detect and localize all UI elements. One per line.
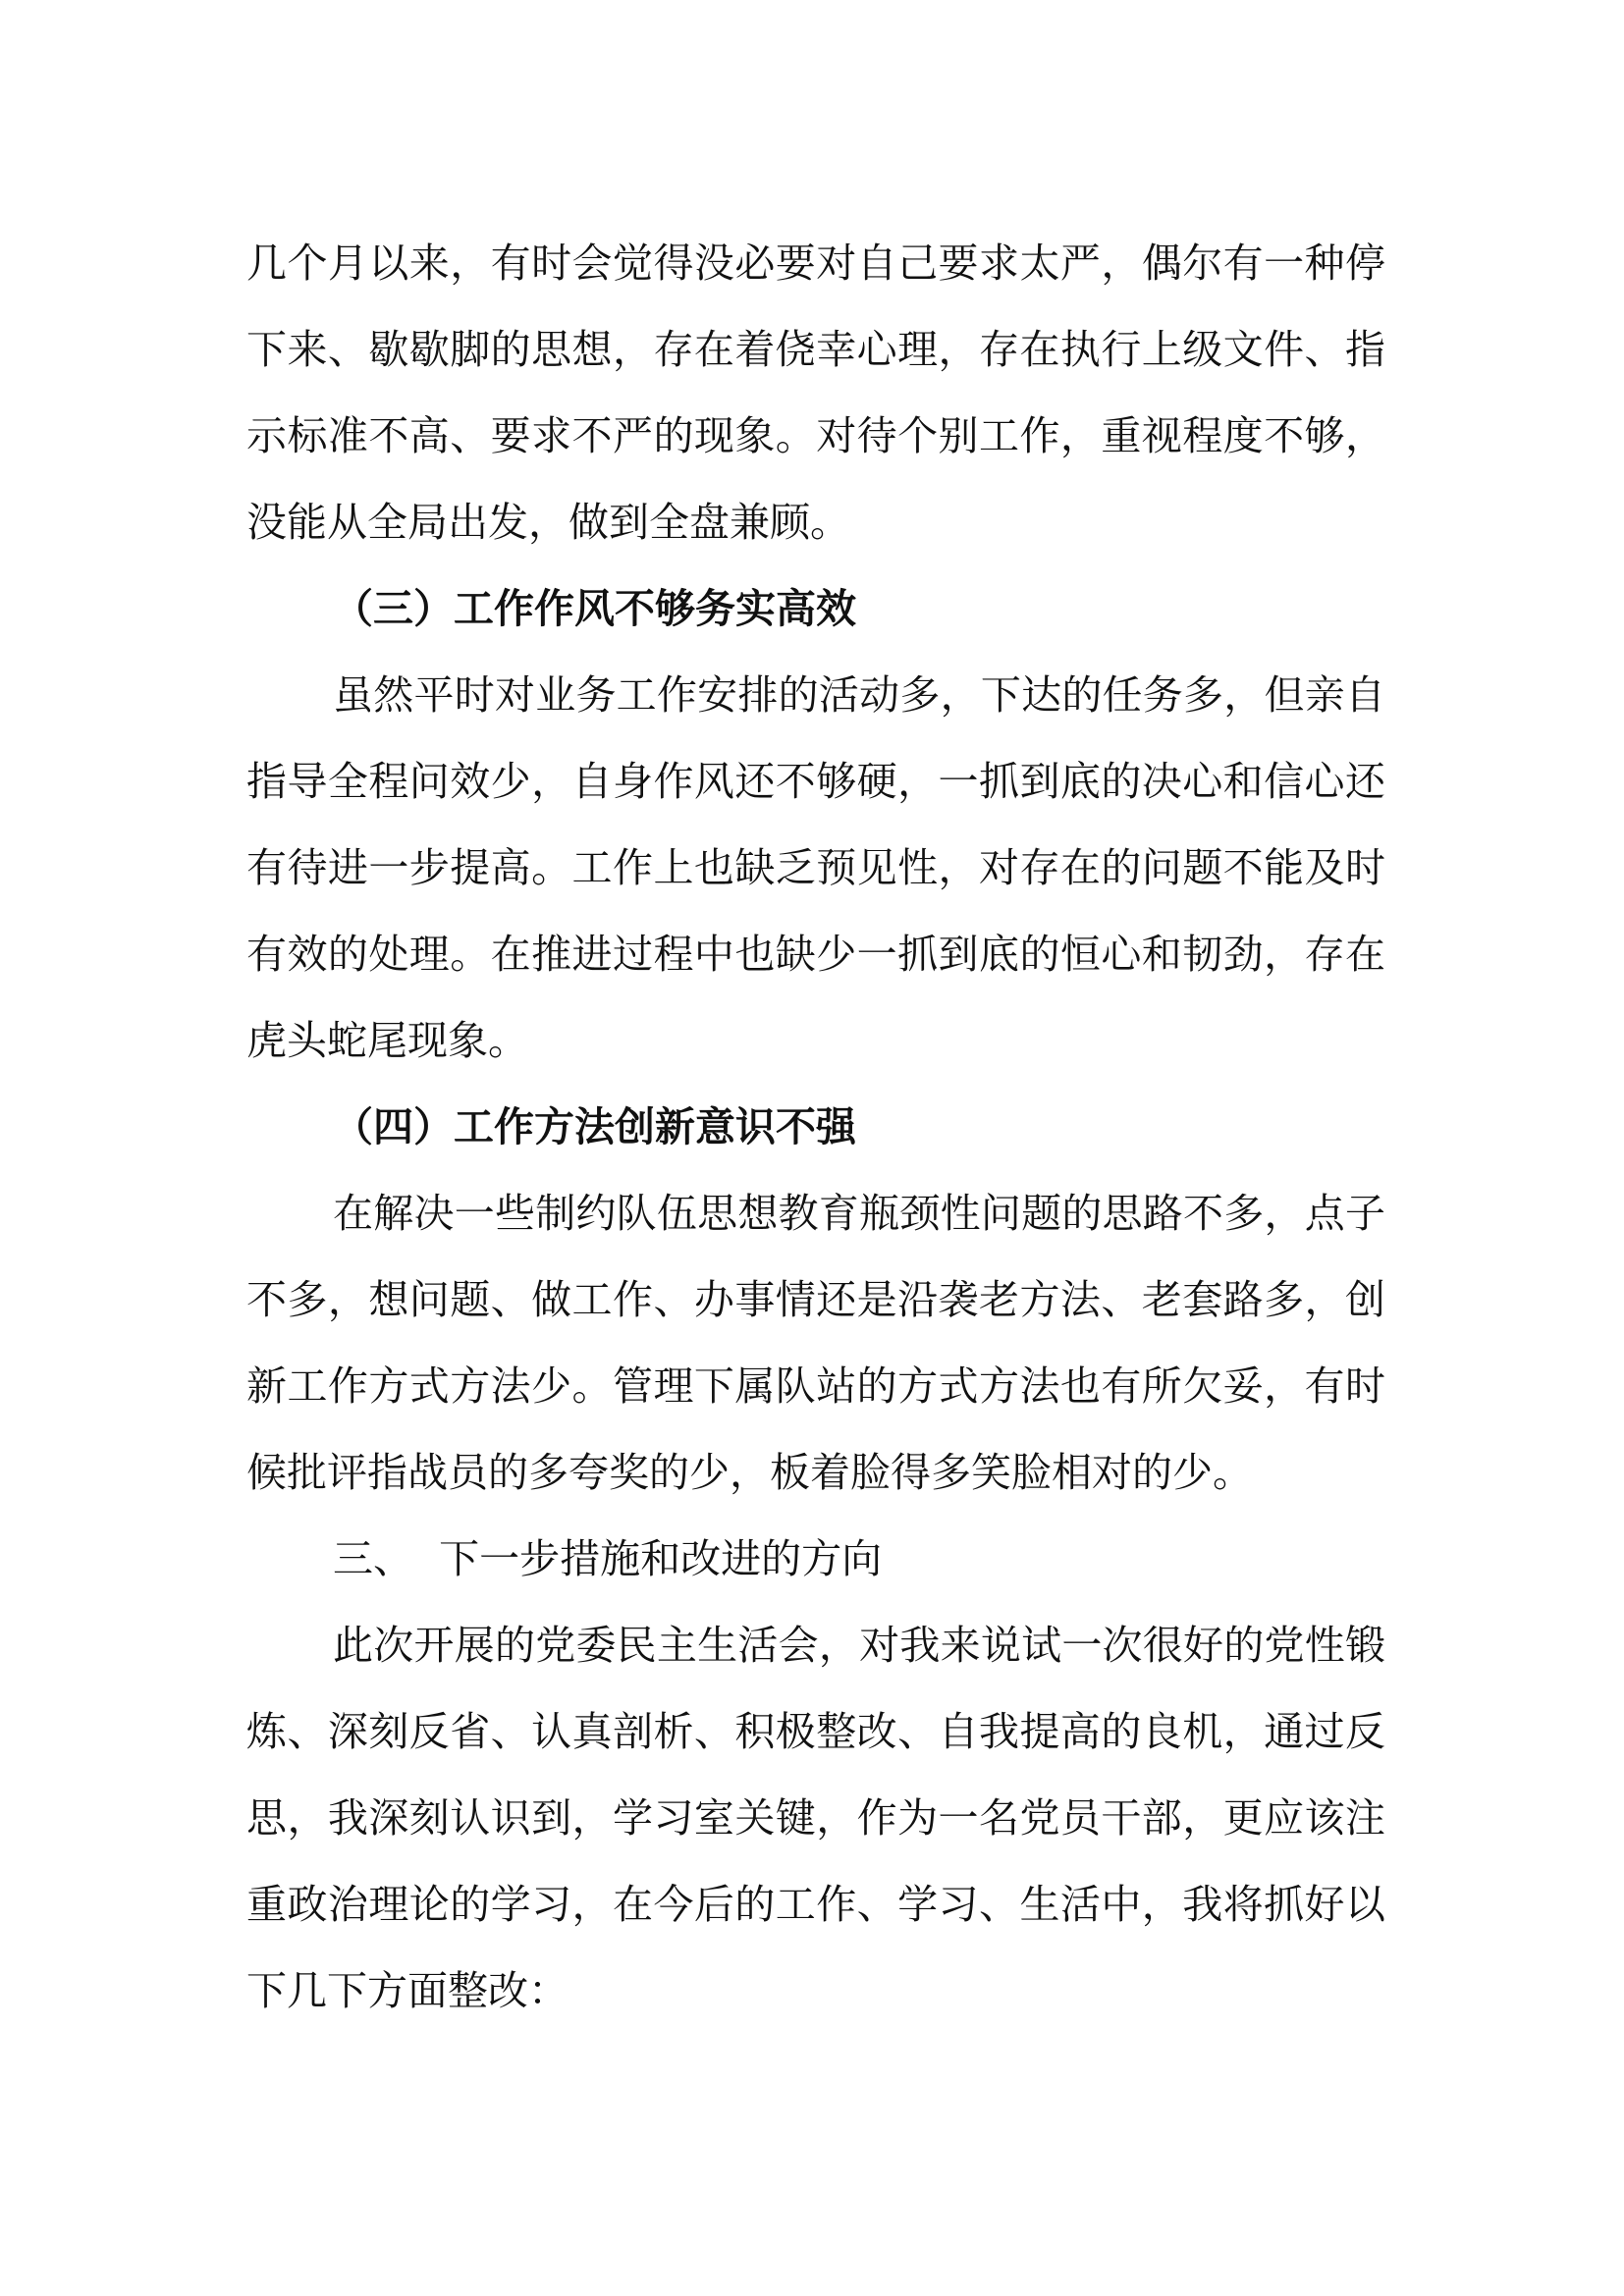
- paragraph-work-style: 虽然平时对业务工作安排的活动多，下达的任务多，但亲自指导全程问效少，自身作风还不够硬，一抓到底的决心和信心还有待进一步提高。工作上也缺乏预见性，对存在的问题不能及时有效的处理。在推进过程中也缺少一抓到底的恒心和韧劲，存在虎头蛇尾现象。: [246, 671, 1385, 1064]
- paragraph-continued: 几个月以来，有时会觉得没必要对自己要求太严，偶尔有一种停下来、歇歇脚的思想，存在着侥幸心理，存在执行上级文件、指示标准不高、要求不严的现象。对待个别工作，重视程度不够，没能从全局出发，做到全盘兼顾。: [246, 240, 1385, 546]
- document-body: [246, 220, 1385, 2034]
- paragraph-next-steps: 此次开展的党委民主生活会，对我来说试一次很好的党性锻炼、深刻反省、认真剖析、积极整改、自我提高的良机，通过反思，我深刻认识到，学习室关键，作为一名党员干部，更应该注重政治理论的学习，在今后的工作、学习、生活中，我将抓好以下几下方面整改：: [246, 1622, 1385, 2014]
- paragraph-work-method: 在解决一些制约队伍思想教育瓶颈性问题的思路不多，点子不多，想问题、做工作、办事情还是沿袭老方法、老套路多，创新工作方式方法少。管理下属队站的方式方法也有所欠妥，有时候批评指战员的多夸奖的少，板着脸得多笑脸相对的少。: [246, 1190, 1385, 1496]
- heading-work-method: （四）工作方法创新意识不强: [333, 1103, 856, 1150]
- heading-work-style: （三）工作作风不够务实高效: [333, 585, 856, 632]
- section-heading-next-steps: 三、 下一步措施和改进的方向: [333, 1535, 883, 1582]
